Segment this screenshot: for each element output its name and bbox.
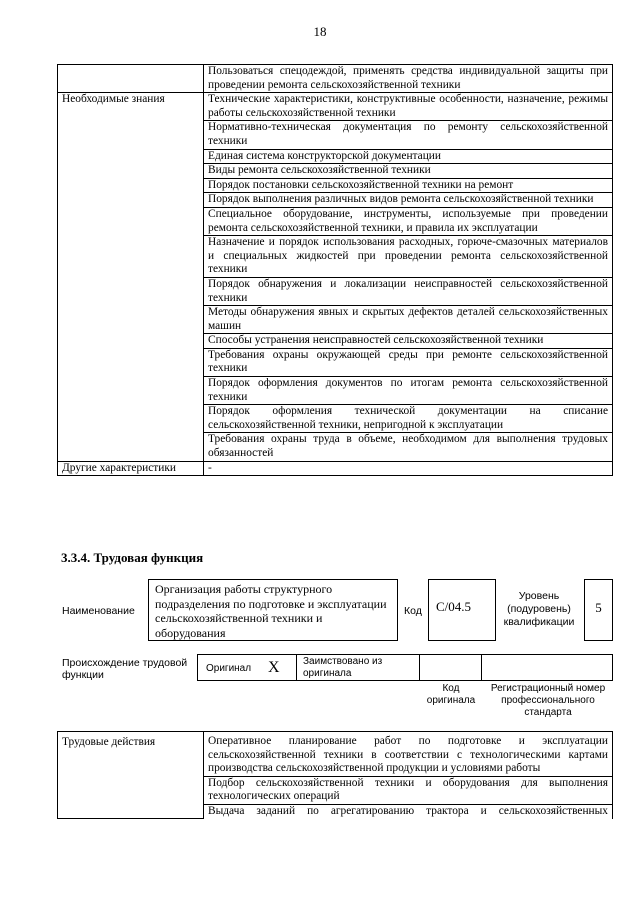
original-mark: X [268, 659, 280, 676]
function-name: Организация работы структурного подразделения по подготовке и эксплуатации сельскохозяйственной техники и оборудования [155, 582, 387, 640]
knowledge-label: Необходимые знания [58, 93, 204, 461]
original-label: Оригинал [206, 663, 252, 674]
name-value-box [148, 579, 398, 641]
table-row [58, 461, 613, 476]
knowledge-item: Специальное оборудование, инструменты, используемые при проведении ремонта сельскохозяйственной техники, и правила их эксплуатации [204, 207, 613, 235]
other-characteristics-label: Другие характеристики [58, 461, 204, 476]
borrowed-label: Заимствовано из оригинала [303, 656, 383, 679]
code-value: С/04.5 [436, 599, 472, 614]
knowledge-item: Порядок выполнения различных видов ремонта сельскохозяйственной техники [204, 193, 613, 208]
table-row [58, 93, 613, 121]
knowledge-item: Порядок оформления технической документации на списание сельскохозяйственной техники, непригодной к эксплуатации [204, 405, 613, 433]
origin-label: Происхождение трудовой функции [62, 657, 188, 681]
code-value-box [428, 579, 496, 641]
level-value: 5 [595, 600, 602, 615]
knowledge-item: Требования охраны труда в объеме, необходимом для выполнения трудовых обязанностей [204, 433, 613, 461]
name-label: Наименование [62, 605, 135, 617]
section-heading: 3.3.4. Трудовая функция [61, 550, 204, 565]
labor-action-item: Выдача заданий по агрегатированию трактора и сельскохозяйственных [204, 804, 613, 818]
code-label: Код [404, 605, 422, 617]
table-row [58, 65, 613, 93]
labor-actions-table [57, 731, 613, 819]
other-characteristics-value: - [204, 461, 613, 476]
original-box [197, 654, 297, 681]
knowledge-item: Способы устранения неисправностей сельскохозяйственной техники [204, 334, 613, 349]
knowledge-item: Единая система конструкторской документации [204, 149, 613, 164]
knowledge-item: Порядок обнаружения и локализации неисправностей сельскохозяйственной техники [204, 277, 613, 305]
labor-actions-label: Трудовые действия [58, 732, 204, 819]
registration-number-box [481, 654, 613, 681]
borrowed-box [296, 654, 420, 681]
skill-cell: Пользоваться спецодеждой, применять средства индивидуальной защиты при проведении ремонта сельскохозяйственной техники [204, 65, 613, 93]
original-code-caption: Код оригинала [426, 683, 476, 706]
knowledge-item: Порядок оформления документов по итогам ремонта сельскохозяйственной техники [204, 377, 613, 405]
knowledge-item: Технические характеристики, конструктивные особенности, назначение, режимы работы сельскохозяйственной техники [204, 93, 613, 121]
level-value-box [584, 579, 613, 641]
original-code-box [419, 654, 482, 681]
registration-number-caption: Регистрационный номер профессионального стандарта [490, 683, 606, 718]
knowledge-item: Нормативно-техническая документация по ремонту сельскохозяйственной техники [204, 121, 613, 149]
knowledge-item: Виды ремонта сельскохозяйственной техники [204, 164, 613, 179]
labor-action-item: Оперативное планирование работ по подготовке и эксплуатации сельскохозяйственной техники в соответствии с технологическими картами производства сельскохозяйственной продукции и условиями работы [204, 732, 613, 777]
knowledge-item: Порядок постановки сельскохозяйственной техники на ремонт [204, 178, 613, 193]
level-label: Уровень (подуровень) квалификации [503, 590, 575, 628]
table-row [58, 732, 613, 777]
empty-label-cell [58, 65, 204, 93]
knowledge-table [57, 64, 613, 476]
knowledge-item: Назначение и порядок использования расходных, горюче-смазочных материалов и специальных жидкостей при проведении ремонта сельскохозяйственной техники [204, 236, 613, 278]
knowledge-item: Методы обнаружения явных и скрытых дефектов деталей сельскохозяйственных машин [204, 306, 613, 334]
labor-action-item: Подбор сельскохозяйственной техники и оборудования для выполнения технологических операций [204, 776, 613, 804]
page-number: 18 [313, 24, 327, 39]
knowledge-item: Требования охраны окружающей среды при ремонте сельскохозяйственной техники [204, 348, 613, 376]
